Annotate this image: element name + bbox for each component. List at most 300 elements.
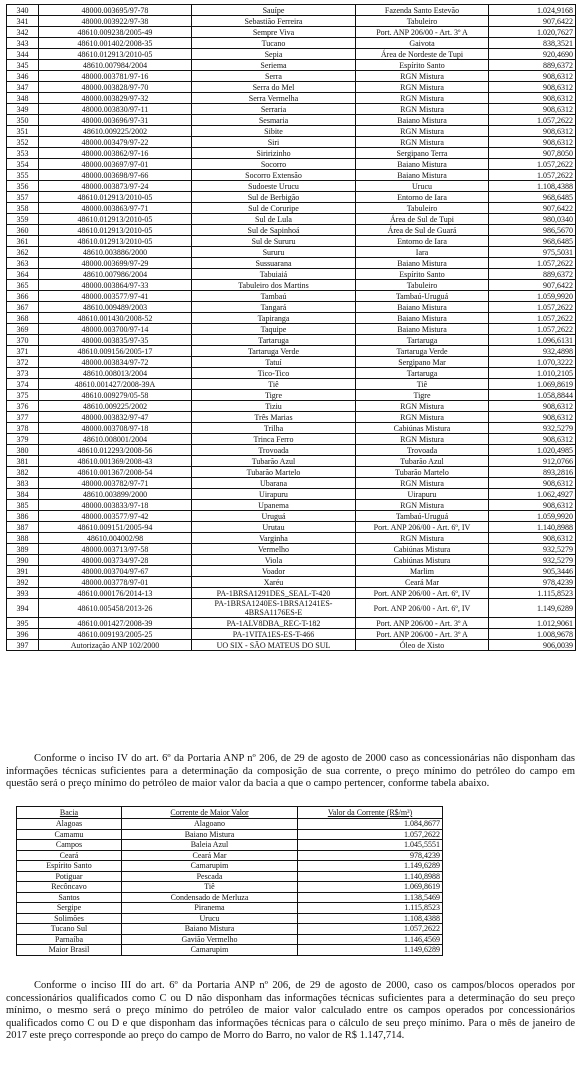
reference-stream: RGN Mistura <box>356 82 489 93</box>
min-price: 907,6422 <box>489 16 576 27</box>
field-name: Serraria <box>192 104 356 115</box>
process-number: 48610.001369/2008-43 <box>39 456 192 467</box>
table-row <box>17 861 443 872</box>
reference-stream: Port. ANP 206/00 - Art. 3º A <box>356 27 489 38</box>
basin-price-table <box>16 806 443 956</box>
basin-name: Camamu <box>17 829 122 840</box>
row-number: 371 <box>7 346 39 357</box>
process-number: 48610.012293/2008-56 <box>39 445 192 456</box>
highest-value-stream: Urucu <box>122 913 298 924</box>
min-price: 968,6485 <box>489 236 576 247</box>
reference-stream: Port. ANP 206/00 - Art. 3º A <box>356 629 489 640</box>
reference-stream: Baiano Mistura <box>356 258 489 269</box>
min-price: 838,3521 <box>489 38 576 49</box>
reference-stream: Iara <box>356 247 489 258</box>
min-price: 1.057,2622 <box>489 302 576 313</box>
min-price: 1.149,6289 <box>489 599 576 618</box>
process-number: 48610.001427/2008-39 <box>39 618 192 629</box>
field-name: Trilha <box>192 423 356 434</box>
row-number: 378 <box>7 423 39 434</box>
table-row <box>7 236 576 247</box>
min-price: 908,6312 <box>489 104 576 115</box>
table-row <box>7 456 576 467</box>
reference-stream: RGN Mistura <box>356 434 489 445</box>
min-price: 932,4898 <box>489 346 576 357</box>
min-price: 978,4239 <box>489 577 576 588</box>
row-number: 348 <box>7 93 39 104</box>
row-number: 365 <box>7 280 39 291</box>
field-name: Sesmaria <box>192 115 356 126</box>
field-name: PA-1BRSA1240ES-1BRSA1241ES-4BRSA1176ES-E <box>192 599 356 618</box>
reference-stream: Baiano Mistura <box>356 313 489 324</box>
row-number: 381 <box>7 456 39 467</box>
field-name: Sul de Lula <box>192 214 356 225</box>
row-number: 382 <box>7 467 39 478</box>
table-row <box>7 324 576 335</box>
min-price: 912,0766 <box>489 456 576 467</box>
process-number: 48000.003829/97-32 <box>39 93 192 104</box>
table-row <box>7 511 576 522</box>
field-name: PA-1VITA1ES-ES-T-466 <box>192 629 356 640</box>
field-name: Tartaruga <box>192 335 356 346</box>
table-row <box>17 903 443 914</box>
min-price: 920,4690 <box>489 49 576 60</box>
row-number: 388 <box>7 533 39 544</box>
header-bacia: Bacia <box>17 807 122 819</box>
min-price: 980,0340 <box>489 214 576 225</box>
table-row <box>17 892 443 903</box>
process-number: 48000.003708/97-18 <box>39 423 192 434</box>
row-number: 386 <box>7 511 39 522</box>
process-number: 48610.012913/2010-05 <box>39 225 192 236</box>
min-price: 1.108,4388 <box>489 181 576 192</box>
table-row <box>17 871 443 882</box>
process-number: 48610.007986/2004 <box>39 269 192 280</box>
row-number: 343 <box>7 38 39 49</box>
row-number: 393 <box>7 588 39 599</box>
min-price: 907,8050 <box>489 148 576 159</box>
table-row <box>7 93 576 104</box>
reference-stream: Gaivota <box>356 38 489 49</box>
table-row <box>7 291 576 302</box>
table-row <box>7 379 576 390</box>
min-price: 908,6312 <box>489 137 576 148</box>
table-row <box>7 38 576 49</box>
table-row <box>7 588 576 599</box>
min-price: 1.096,6131 <box>489 335 576 346</box>
row-number: 366 <box>7 291 39 302</box>
table-row <box>7 478 576 489</box>
table-row <box>7 313 576 324</box>
field-name: Três Marias <box>192 412 356 423</box>
table-row <box>7 214 576 225</box>
reference-stream: Trovoada <box>356 445 489 456</box>
min-price: 932,5279 <box>489 544 576 555</box>
reference-stream: Área de Sul de Guará <box>356 225 489 236</box>
min-price: 1.062,4927 <box>489 489 576 500</box>
field-name: Sul de Sururu <box>192 236 356 247</box>
reference-stream: RGN Mistura <box>356 500 489 511</box>
field-name: Trovoada <box>192 445 356 456</box>
field-name: Serra do Mel <box>192 82 356 93</box>
process-number: 48000.003922/97-38 <box>39 16 192 27</box>
field-name: Sepia <box>192 49 356 60</box>
table-row <box>7 302 576 313</box>
reference-stream: RGN Mistura <box>356 137 489 148</box>
min-price: 906,0039 <box>489 640 576 651</box>
reference-stream: Tiê <box>356 379 489 390</box>
process-number: 48000.003864/97-33 <box>39 280 192 291</box>
reference-stream: Cabiúnas Mistura <box>356 555 489 566</box>
min-price: 908,6312 <box>489 412 576 423</box>
basin-name: Parnaíba <box>17 934 122 945</box>
basin-name: Campos <box>17 840 122 851</box>
row-number: 376 <box>7 401 39 412</box>
table-row <box>7 225 576 236</box>
basin-price-table-body <box>17 819 443 956</box>
table-row <box>7 71 576 82</box>
process-number: 48000.003863/97-71 <box>39 203 192 214</box>
min-price: 986,5670 <box>489 225 576 236</box>
field-name: Tatuí <box>192 357 356 368</box>
table-row <box>7 368 576 379</box>
row-number: 341 <box>7 16 39 27</box>
row-number: 395 <box>7 618 39 629</box>
row-number: 392 <box>7 577 39 588</box>
row-number: 358 <box>7 203 39 214</box>
field-name: Sul de Sapinhoá <box>192 225 356 236</box>
field-name: Viola <box>192 555 356 566</box>
reference-stream: RGN Mistura <box>356 478 489 489</box>
table-row <box>17 924 443 935</box>
row-number: 397 <box>7 640 39 651</box>
field-name: Tico-Tico <box>192 368 356 379</box>
process-number: 48610.008001/2004 <box>39 434 192 445</box>
stream-value: 1.069,8619 <box>298 882 443 893</box>
reference-stream: Baiano Mistura <box>356 159 489 170</box>
reference-stream: Baiano Mistura <box>356 302 489 313</box>
row-number: 355 <box>7 170 39 181</box>
table-row <box>7 577 576 588</box>
table-row <box>7 181 576 192</box>
row-number: 340 <box>7 5 39 16</box>
table-row <box>7 434 576 445</box>
table-row <box>7 159 576 170</box>
table-row <box>7 500 576 511</box>
stream-value: 1.149,6289 <box>298 945 443 956</box>
field-name: Trinca Ferro <box>192 434 356 445</box>
min-price: 905,3446 <box>489 566 576 577</box>
stream-value: 1.045,5551 <box>298 840 443 851</box>
min-price: 968,6485 <box>489 192 576 203</box>
table-row <box>17 934 443 945</box>
row-number: 354 <box>7 159 39 170</box>
min-price: 908,6312 <box>489 478 576 489</box>
field-name: Socorro Extensão <box>192 170 356 181</box>
row-number: 390 <box>7 555 39 566</box>
table-row <box>7 126 576 137</box>
table-row <box>7 27 576 38</box>
process-number: 48610.001402/2008-35 <box>39 38 192 49</box>
paragraph-inciso-iv: Conforme o inciso IV do art. 6º da Portaria ANP nº 206, de 29 de agosto de 2000 caso as concessionárias não disponham das informações técnicas suficientes para a determinação da composição de sua corrente, o preço mínimo do petróleo do campo em questão será o preço mínimo do petróleo de maior valor da bacia a que o campo pertencer, conforme tabela abaixo. <box>6 753 575 789</box>
min-price: 1.059,9920 <box>489 511 576 522</box>
process-number: 48000.003697/97-01 <box>39 159 192 170</box>
table-row <box>7 346 576 357</box>
reference-stream: Port. ANP 206/00 - Art. 3º A <box>356 618 489 629</box>
min-price: 1.115,8523 <box>489 588 576 599</box>
reference-stream: RGN Mistura <box>356 412 489 423</box>
row-number: 352 <box>7 137 39 148</box>
row-number: 370 <box>7 335 39 346</box>
process-number: 48610.000176/2014-13 <box>39 588 192 599</box>
process-number: 48610.009151/2005-94 <box>39 522 192 533</box>
process-number: 48610.009238/2005-49 <box>39 27 192 38</box>
process-number: 48610.003886/2000 <box>39 247 192 258</box>
reference-stream: Cabiúnas Mistura <box>356 423 489 434</box>
table-row <box>7 533 576 544</box>
field-name: Taquipe <box>192 324 356 335</box>
min-price: 1.057,2622 <box>489 313 576 324</box>
process-number: 48000.003577/97-42 <box>39 511 192 522</box>
row-number: 383 <box>7 478 39 489</box>
process-number: 48000.003698/97-66 <box>39 170 192 181</box>
basin-name: Ceará <box>17 850 122 861</box>
min-price: 908,6312 <box>489 126 576 137</box>
reference-stream: Port. ANP 206/00 - Art. 6º, IV <box>356 599 489 618</box>
process-number: 48610.009193/2005-25 <box>39 629 192 640</box>
highest-value-stream: Camarupim <box>122 861 298 872</box>
highest-value-stream: Camarupim <box>122 945 298 956</box>
min-price: 932,5279 <box>489 423 576 434</box>
min-price: 907,6422 <box>489 203 576 214</box>
field-name: Sauípe <box>192 5 356 16</box>
field-name: Sul de Coruripe <box>192 203 356 214</box>
process-number: 48000.003834/97-72 <box>39 357 192 368</box>
process-number: 48610.009225/2002 <box>39 126 192 137</box>
process-number: 48000.003782/97-71 <box>39 478 192 489</box>
field-name: Sururu <box>192 247 356 258</box>
field-name: PA-1BRSA1291DES_SEAL-T-420 <box>192 588 356 599</box>
table-row <box>7 60 576 71</box>
min-price: 1.057,2622 <box>489 324 576 335</box>
table-row <box>17 819 443 830</box>
table-row <box>7 115 576 126</box>
table-row <box>17 829 443 840</box>
row-number: 373 <box>7 368 39 379</box>
process-number: 48000.003778/97-01 <box>39 577 192 588</box>
process-number: 48610.012913/2010-05 <box>39 236 192 247</box>
row-number: 374 <box>7 379 39 390</box>
stream-value: 978,4239 <box>298 850 443 861</box>
highest-value-stream: Gavião Vermelho <box>122 934 298 945</box>
basin-name: Espírito Santo <box>17 861 122 872</box>
reference-stream: Entorno de Iara <box>356 192 489 203</box>
min-price: 1.057,2622 <box>489 115 576 126</box>
row-number: 349 <box>7 104 39 115</box>
highest-value-stream: Baiano Mistura <box>122 924 298 935</box>
process-number: 48000.003734/97-28 <box>39 555 192 566</box>
min-price: 1.057,2622 <box>489 258 576 269</box>
field-name: Serra <box>192 71 356 82</box>
process-number: 48610.012913/2010-05 <box>39 192 192 203</box>
row-number: 363 <box>7 258 39 269</box>
reference-stream: Cabiúnas Mistura <box>356 544 489 555</box>
reference-stream: Tartaruga Verde <box>356 346 489 357</box>
field-name: Socorro <box>192 159 356 170</box>
row-number: 379 <box>7 434 39 445</box>
reference-stream: Tigre <box>356 390 489 401</box>
process-number: 48000.003479/97-22 <box>39 137 192 148</box>
min-price: 1.140,8988 <box>489 522 576 533</box>
stream-value: 1.084,8677 <box>298 819 443 830</box>
min-price: 907,6422 <box>489 280 576 291</box>
table-row <box>7 445 576 456</box>
row-number: 385 <box>7 500 39 511</box>
process-number: 48000.003781/97-16 <box>39 71 192 82</box>
min-price: 1.008,9678 <box>489 629 576 640</box>
stream-value: 1.138,5469 <box>298 892 443 903</box>
field-name: Sebastião Ferreira <box>192 16 356 27</box>
table-row <box>7 148 576 159</box>
row-number: 389 <box>7 544 39 555</box>
field-name: Tabuiaiá <box>192 269 356 280</box>
field-name: Tigre <box>192 390 356 401</box>
table-row <box>7 269 576 280</box>
table-row <box>7 390 576 401</box>
field-name: Tiê <box>192 379 356 390</box>
table-row <box>17 913 443 924</box>
reference-stream: Tartaruga <box>356 335 489 346</box>
paragraph-inciso-iii: Conforme o inciso III do art. 6º da Portaria ANP nº 206, de 29 de agosto de 2000, caso os campos/blocos operados por concessionários qualificados como C ou D não disponham das informações técnicas suficientes para a determinação do seu preço mínimo, o mesmo será o preço mínimo do petróleo de maior valor calculado entre os campos operados por concessionários qualificados como C ou D e que disponham das informações técnicas para o cálculo de seu preço mínimo. Para o mês de janeiro de 2017 este preço corresponde ao preço do campo de Morro do Barro, no valor de R$ 1.147,714. <box>6 980 575 1041</box>
table-row <box>7 335 576 346</box>
basin-name: Recôncavo <box>17 882 122 893</box>
field-name: Sudoeste Urucu <box>192 181 356 192</box>
process-number: 48610.001367/2008-54 <box>39 467 192 478</box>
basin-name: Solimões <box>17 913 122 924</box>
reference-stream: Tubarão Martelo <box>356 467 489 478</box>
field-name: Sussuarana <box>192 258 356 269</box>
process-number: 48610.012913/2010-05 <box>39 49 192 60</box>
process-number: 48610.001430/2008-52 <box>39 313 192 324</box>
stream-value: 1.140,8988 <box>298 871 443 882</box>
field-name: Seriema <box>192 60 356 71</box>
table-row <box>7 555 576 566</box>
highest-value-stream: Pescada <box>122 871 298 882</box>
row-number: 377 <box>7 412 39 423</box>
highest-value-stream: Tiê <box>122 882 298 893</box>
process-number: 48610.009156/2005-17 <box>39 346 192 357</box>
stream-value: 1.057,2622 <box>298 924 443 935</box>
process-number: 48000.003862/97-16 <box>39 148 192 159</box>
field-name: Uirapuru <box>192 489 356 500</box>
process-number: 48000.003833/97-18 <box>39 500 192 511</box>
row-number: 360 <box>7 225 39 236</box>
table-row <box>7 203 576 214</box>
reference-stream: Baiano Mistura <box>356 170 489 181</box>
min-price: 908,6312 <box>489 71 576 82</box>
highest-value-stream: Alagoano <box>122 819 298 830</box>
field-name: Tubarão Azul <box>192 456 356 467</box>
basin-table-header-row <box>17 807 443 819</box>
table-row <box>7 640 576 651</box>
process-number: 48000.003873/97-24 <box>39 181 192 192</box>
table-row <box>7 16 576 27</box>
row-number: 361 <box>7 236 39 247</box>
table-row <box>7 412 576 423</box>
process-number: 48000.003835/97-35 <box>39 335 192 346</box>
reference-stream: RGN Mistura <box>356 93 489 104</box>
reference-stream: Sergipano Terra <box>356 148 489 159</box>
reference-stream: RGN Mistura <box>356 104 489 115</box>
reference-stream: Port. ANP 206/00 - Art. 6º, IV <box>356 522 489 533</box>
reference-stream: Sergipano Mar <box>356 357 489 368</box>
fields-price-table-body <box>7 5 576 651</box>
row-number: 351 <box>7 126 39 137</box>
basin-name: Maior Brasil <box>17 945 122 956</box>
table-row <box>17 850 443 861</box>
process-number: 48000.003830/97-11 <box>39 104 192 115</box>
table-row <box>7 192 576 203</box>
table-row <box>7 137 576 148</box>
table-row <box>17 882 443 893</box>
field-name: UO SIX - SÃO MATEUS DO SUL <box>192 640 356 651</box>
row-number: 396 <box>7 629 39 640</box>
field-name: Xaréu <box>192 577 356 588</box>
min-price: 1.020,7627 <box>489 27 576 38</box>
min-price: 975,5031 <box>489 247 576 258</box>
process-number: 48610.007984/2004 <box>39 60 192 71</box>
min-price: 889,6372 <box>489 269 576 280</box>
process-number: 48000.003713/97-58 <box>39 544 192 555</box>
process-number: Autorização ANP 102/2000 <box>39 640 192 651</box>
reference-stream: Uirapuru <box>356 489 489 500</box>
row-number: 350 <box>7 115 39 126</box>
min-price: 1.059,9920 <box>489 291 576 302</box>
header-valor: Valor da Corrente (R$/m³) <box>298 807 443 819</box>
row-number: 391 <box>7 566 39 577</box>
reference-stream: RGN Mistura <box>356 401 489 412</box>
reference-stream: Tambaú-Uruguá <box>356 291 489 302</box>
field-name: Varginha <box>192 533 356 544</box>
process-number: 48000.003695/97-78 <box>39 5 192 16</box>
reference-stream: Marlim <box>356 566 489 577</box>
field-name: Tapiranga <box>192 313 356 324</box>
table-row <box>7 357 576 368</box>
process-number: 48000.003704/97-67 <box>39 566 192 577</box>
min-price: 908,6312 <box>489 93 576 104</box>
field-name: Siririzinho <box>192 148 356 159</box>
table-row <box>7 489 576 500</box>
reference-stream: Área de Sul de Tupi <box>356 214 489 225</box>
row-number: 394 <box>7 599 39 618</box>
min-price: 908,6312 <box>489 434 576 445</box>
row-number: 372 <box>7 357 39 368</box>
process-number: 48000.003577/97-41 <box>39 291 192 302</box>
row-number: 362 <box>7 247 39 258</box>
basin-name: Sergipe <box>17 903 122 914</box>
min-price: 1.057,2622 <box>489 159 576 170</box>
highest-value-stream: Piranema <box>122 903 298 914</box>
table-row <box>7 82 576 93</box>
min-price: 1.069,8619 <box>489 379 576 390</box>
table-row <box>7 629 576 640</box>
table-row <box>7 104 576 115</box>
field-name: Tubarão Martelo <box>192 467 356 478</box>
row-number: 357 <box>7 192 39 203</box>
reference-stream: RGN Mistura <box>356 71 489 82</box>
row-number: 347 <box>7 82 39 93</box>
process-number: 48000.003700/97-14 <box>39 324 192 335</box>
